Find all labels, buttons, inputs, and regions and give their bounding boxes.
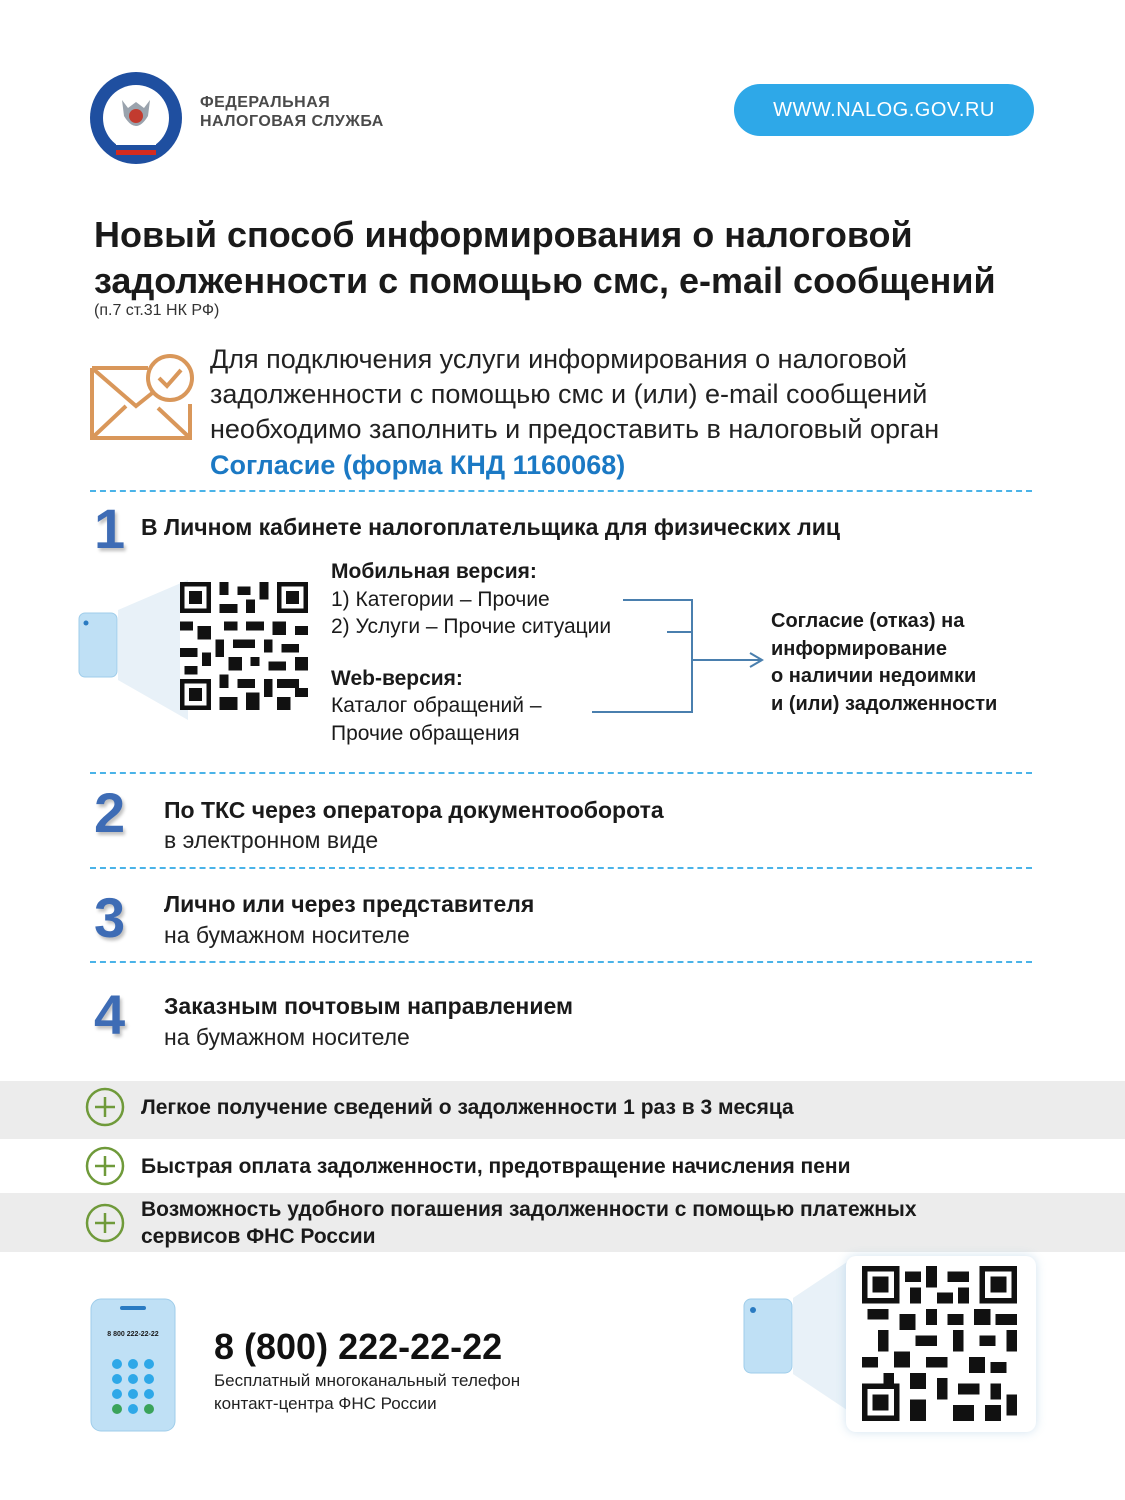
page-title (94, 212, 1084, 304)
scan-beam (118, 580, 188, 720)
divider (90, 961, 1032, 963)
page-title-line1: Новый способ информирования о налоговой (94, 214, 913, 255)
step-subtitle: на бумажном носителе (164, 922, 410, 948)
website-button[interactable]: WWW.NALOG.GOV.RU (734, 84, 1034, 136)
step-title: В Личном кабинете налогоплательщика для физических лиц (141, 514, 841, 540)
step-number: 2 (94, 781, 126, 844)
step-title: Лично или через представителя (164, 891, 535, 917)
law-reference: (п.7 ст.31 НК РФ) (94, 302, 220, 319)
hotline-description-line1: Бесплатный многоканальный телефон (214, 1371, 521, 1390)
plus-circle-icon (85, 1146, 125, 1186)
divider (90, 490, 1032, 492)
consent-result (771, 608, 997, 718)
consent-result-line1: Согласие (отказ) на (771, 610, 965, 632)
web-version-title: Web-версия: (331, 667, 463, 690)
org-name (200, 93, 384, 131)
intro-line3: необходимо заполнить и предоставить в налоговый орган (210, 414, 940, 444)
consent-form-link[interactable]: Согласие (форма КНД 1160068) (210, 450, 626, 480)
intro-line1: Для подключения услуги информирования о налоговой (210, 344, 908, 374)
smartphone-icon (78, 612, 118, 678)
benefit-text-line1: Возможность удобного погашения задолженности с помощью платежных (141, 1198, 917, 1221)
mobile-version-title: Мобильная версия: (331, 560, 537, 583)
consent-result-line4: и (или) задолженности (771, 692, 998, 715)
smartphone-icon (743, 1298, 793, 1374)
benefit-text (141, 1196, 917, 1250)
benefit-text: Легкое получение сведений о задолженности 1 раз в 3 месяца (141, 1096, 794, 1119)
hotline-number[interactable]: 8 (800) 222-22-22 (214, 1326, 503, 1367)
divider (90, 772, 1032, 774)
intro-text (210, 342, 1090, 447)
step-number: 1 (94, 497, 126, 560)
page-title-line2: задолженности с помощью смс, e-mail сообщений (94, 260, 996, 301)
mobile-step-2: 2) Услуги – Прочие ситуации (331, 615, 612, 638)
qr-code-icon[interactable] (180, 582, 308, 710)
intro-line2: задолженности с помощью смс и (или) e-mail сообщений (210, 379, 928, 409)
step-title: По ТКС через оператора документооборота (164, 797, 664, 823)
plus-circle-icon (85, 1203, 125, 1243)
web-step-line2: Прочие обращения (331, 722, 520, 745)
phone-screen-number: 8 800 222-22-22 (107, 1331, 159, 1338)
consent-result-line3: о наличии недоимки (771, 665, 977, 687)
org-name-line1: ФЕДЕРАЛЬНАЯ (200, 94, 331, 111)
phone-keypad-icon (90, 1298, 176, 1432)
mobile-step-1: 1) Категории – Прочие (331, 588, 550, 611)
consent-result-line2: информирование (771, 637, 947, 660)
step-subtitle: на бумажном носителе (164, 1024, 410, 1050)
step-subtitle: в электронном виде (164, 827, 379, 853)
org-name-line2: НАЛОГОВАЯ СЛУЖБА (200, 113, 384, 130)
divider (90, 867, 1032, 869)
scan-beam (793, 1258, 853, 1414)
envelope-check-icon (86, 350, 196, 445)
hotline-description-line2: контакт-центра ФНС России (214, 1394, 437, 1413)
step-number: 4 (94, 983, 126, 1046)
web-step-line1: Каталог обращений – (331, 694, 542, 717)
step-number: 3 (94, 886, 126, 949)
arrow-right-icon (590, 595, 770, 720)
plus-circle-icon (85, 1087, 125, 1127)
benefit-text-line2: сервисов ФНС России (141, 1225, 376, 1248)
qr-code-icon[interactable] (862, 1266, 1017, 1421)
fns-emblem-icon (88, 70, 184, 166)
step-title: Заказным почтовым направлением (164, 993, 573, 1019)
benefit-text: Быстрая оплата задолженности, предотвращение начисления пени (141, 1155, 851, 1178)
